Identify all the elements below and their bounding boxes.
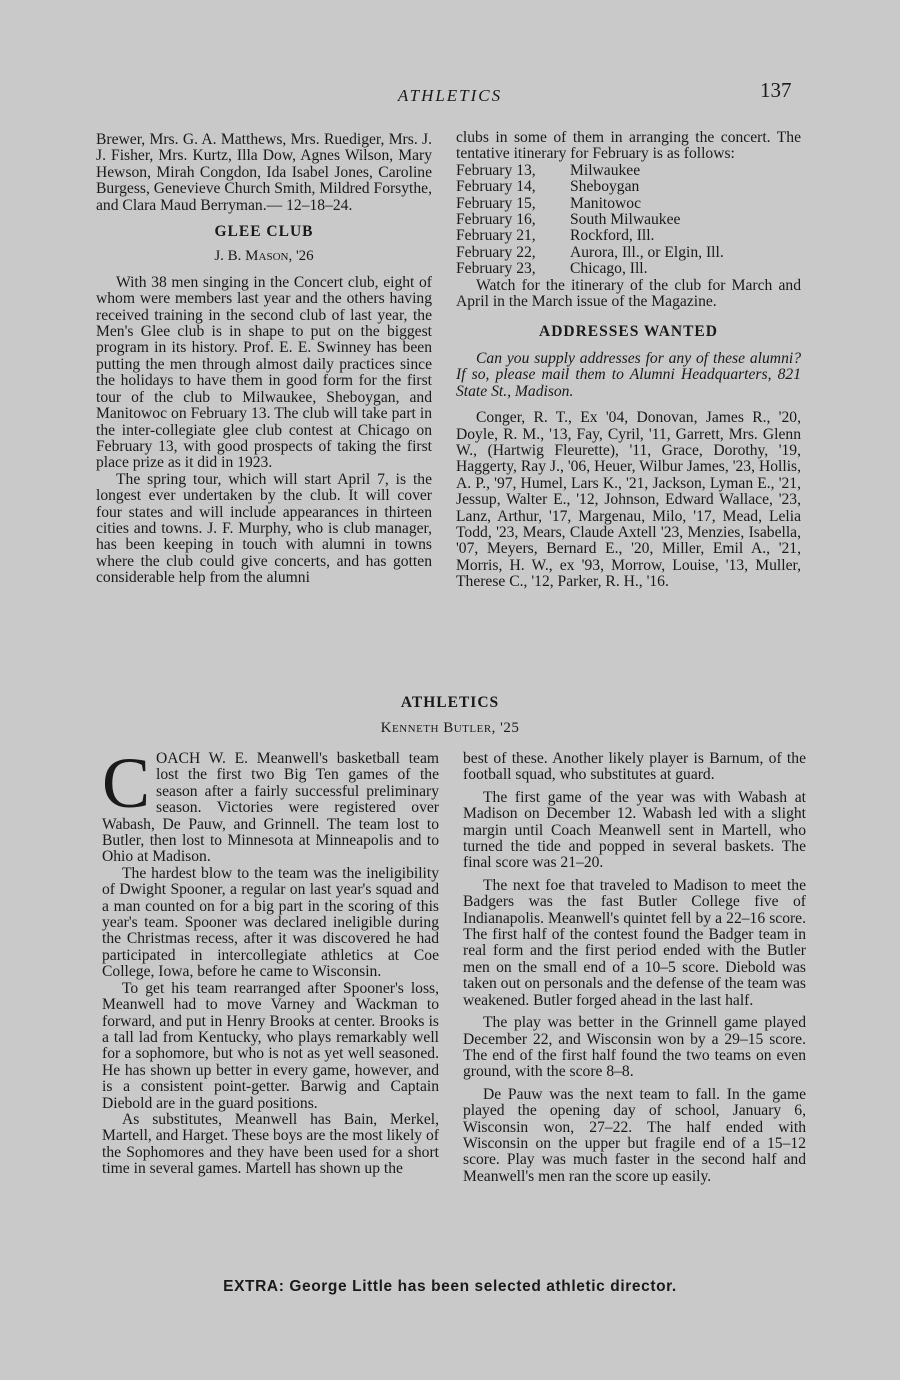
top-right-column xyxy=(456,130,801,591)
athletics-paragraph: As substitutes, Meanwell has Bain, Merkel, Martell, and Harget. These boys are the most likely of the Sophomores and they have been used for a short time in several games. Martell has shown up the xyxy=(102,1110,439,1178)
glee-club-heading: GLEE CLUB xyxy=(214,223,314,241)
glee-club-paragraph: The spring tour, which will start April 7, is the longest ever undertaken by the club. It will cover four states and will include appearances in thirteen cities and towns. J. F. Murphy, who is club manager, has been keeping in touch with alumni in towns where the club could give concerts, and has gotten considerable help from the alumni xyxy=(96,470,432,587)
top-left-column xyxy=(96,132,432,587)
athletics-heading: ATHLETICS xyxy=(400,694,500,711)
athletics-paragraph: To get his team rearranged after Spooner's loss, Meanwell had to move Varney and Wackman to forward, and put in Henry Brooks at center. Brooks is a tall lad from Kentucky, who plays remarkably well for a sophomore, but who is not as yet well seasoned. He has shown up better in every game, however, and is a consistent point-getter. Barwig and Captain Diebold are in the guard positions. xyxy=(102,979,439,1112)
athletics-byline: Kenneth Butler, '25 xyxy=(380,720,520,736)
itinerary-row xyxy=(456,228,801,244)
itinerary-place: Chicago, Ill. xyxy=(570,260,648,278)
running-title: ATHLETICS xyxy=(397,86,503,105)
bazaar-list-continuation: Brewer, Mrs. G. A. Matthews, Mrs. Ruediger, Mrs. J. J. Fisher, Mrs. Kurtz, Illa Dow, Agnes Wilson, Mary Hewson, Mirah Congdon, Ida Isabel Jones, Caroline Burgess, Genevieve Church Smith, Mildred Forsythe, and Clara Maud Berryman.— 12–18–24. xyxy=(96,131,432,214)
itinerary-date: February 16, xyxy=(456,211,536,229)
itinerary-date: February 22, xyxy=(456,243,536,261)
itinerary-date: February 21, xyxy=(456,227,536,245)
extra-announcement: EXTRA: George Little has been selected athletic director. xyxy=(223,1278,677,1295)
watch-note: Watch for the itinerary of the club for March and April in the March issue of the Magazine. xyxy=(456,276,801,311)
athletics-left-column xyxy=(102,743,439,1178)
athletics-right-column xyxy=(463,751,806,1185)
itinerary-row xyxy=(456,261,801,277)
athletics-paragraph: The next foe that traveled to Madison to meet the Badgers was the fast Butler College five of Indianapolis. Meanwell's quintet fell by a 22–16 score. The first half of the contest found the Badger team in real form and the first period ended with the Butler men on the small end of a 10–5 score. Diebold was taken out on personals and the defense of the team was weakened. Butler forged ahead in the last half. xyxy=(463,876,806,1009)
glee-club-paragraph: With 38 men singing in the Concert club, eight of whom were members last year and the others having received training in the second club of last year, the Men's Glee club is in shape to put on the biggest program in its history. Prof. E. E. Swinney has been putting the men through almost daily practices since the holidays to have them in good form for the first tour of the club to Milwaukee, Sheboygan, and Manitowoc on February 13. The club will take part in the inter-collegiate glee club contest at Chicago on February 13, with good prospects of taking the first place prize as it did in 1923. xyxy=(96,273,432,472)
alumni-list: Conger, R. T., Ex '04, Donovan, James R., '20, Doyle, R. M., '13, Fay, Cyril, '11, Garrett, Mrs. Glenn W., (Hartwig Fleurette), '11, Grace, Dorothy, '19, Haggerty, Ray J., '06, Heuer, Wilbur James, '23, Hollis, A. P., '97, Humel, Lars K., '21, Jackson, Lyman E., '21, Jessup, Walter E., '12, Johnson, Edward Wallace, '23, Lanz, Arthur, '17, Margenau, Milo, '17, Mead, Lelia Todd, '23, Mears, Claude Axtell '23, Menzies, Isabella, '07, Meyers, Bernard E., '20, Miller, Emil A., '21, Morris, H. W., ex '93, Morrow, Louise, '13, Muller, Therese C., '12, Parker, R. H., '16. xyxy=(456,409,801,591)
itinerary-row xyxy=(456,212,801,228)
athletics-paragraph: The play was better in the Grinnell game played December 22, and Wisconsin won by a 29–15 score. The end of the first half found the two teams on even ground, with the score 8–8. xyxy=(463,1014,806,1081)
itinerary-place: Milwaukee xyxy=(570,161,641,179)
page-number: 137 xyxy=(760,78,792,102)
athletics-paragraph: The first game of the year was with Wabash at Madison on December 12. Wabash led with a slight margin until Coach Meanwell sent in Martell, who turned the tide and popped in several baskets. The final score was 21–20. xyxy=(463,788,806,872)
itinerary-list xyxy=(456,163,801,278)
itinerary-date: February 15, xyxy=(456,194,536,212)
itinerary-row xyxy=(456,163,801,179)
glee-club-byline: J. B. Mason, '26 xyxy=(214,248,314,265)
athletics-paragraph: The hardest blow to the team was the ineligibility of Dwight Spooner, a regular on last year's squad and a man counted on for a big part in the scoring of this year's team. Spooner was declared ineligible during the Christmas recess, after it was discovered he had participated in intercollegiate athletics at Coe College, Iowa, before he came to Wisconsin. xyxy=(102,864,439,981)
athletics-paragraph: De Pauw was the next team to fall. In the game played the opening day of school, January 6, Wisconsin won, 27–22. The half ended with Wisconsin on the upper but fragile end of a 15–12 score. Play was much faster in the second half and Meanwell's men ran the score up easily. xyxy=(463,1085,806,1185)
itinerary-place: Aurora, Ill., or Elgin, Ill. xyxy=(570,243,724,261)
itinerary-date: February 14, xyxy=(456,178,536,196)
glee-club-continuation: clubs in some of them in arranging the concert. The tentative itinerary for February is as follows: xyxy=(456,129,801,163)
itinerary-place: South Milwaukee xyxy=(570,211,681,229)
itinerary-place: Rockford, Ill. xyxy=(570,227,655,245)
itinerary-place: Sheboygan xyxy=(570,178,640,196)
itinerary-row xyxy=(456,245,801,261)
itinerary-row xyxy=(456,196,801,212)
athletics-paragraph: best of these. Another likely player is Barnum, of the football squad, who substitutes at guard. xyxy=(463,750,806,784)
itinerary-date: February 13, xyxy=(456,161,536,179)
itinerary-date: February 23, xyxy=(456,260,536,278)
drop-cap: C xyxy=(102,743,151,823)
addresses-wanted-heading: ADDRESSES WANTED xyxy=(539,323,718,341)
addresses-request: Can you supply addresses for any of these alumni? If so, please mail them to Alumni Headquarters, 821 State St., Madison. xyxy=(456,349,801,400)
athletics-paragraph xyxy=(102,743,439,866)
athletics-lead-text: OACH W. E. Meanwell's basketball team lost the first two Big Ten games of the season after a fairly successful preliminary season. Victories were registered over Wabash, De Pauw, and Grinnell. The team lost to Butler, then lost to Minnesota at Minneapolis and to Ohio at Madison. xyxy=(102,750,439,866)
itinerary-row xyxy=(456,179,801,195)
itinerary-place: Manitowoc xyxy=(570,194,642,212)
